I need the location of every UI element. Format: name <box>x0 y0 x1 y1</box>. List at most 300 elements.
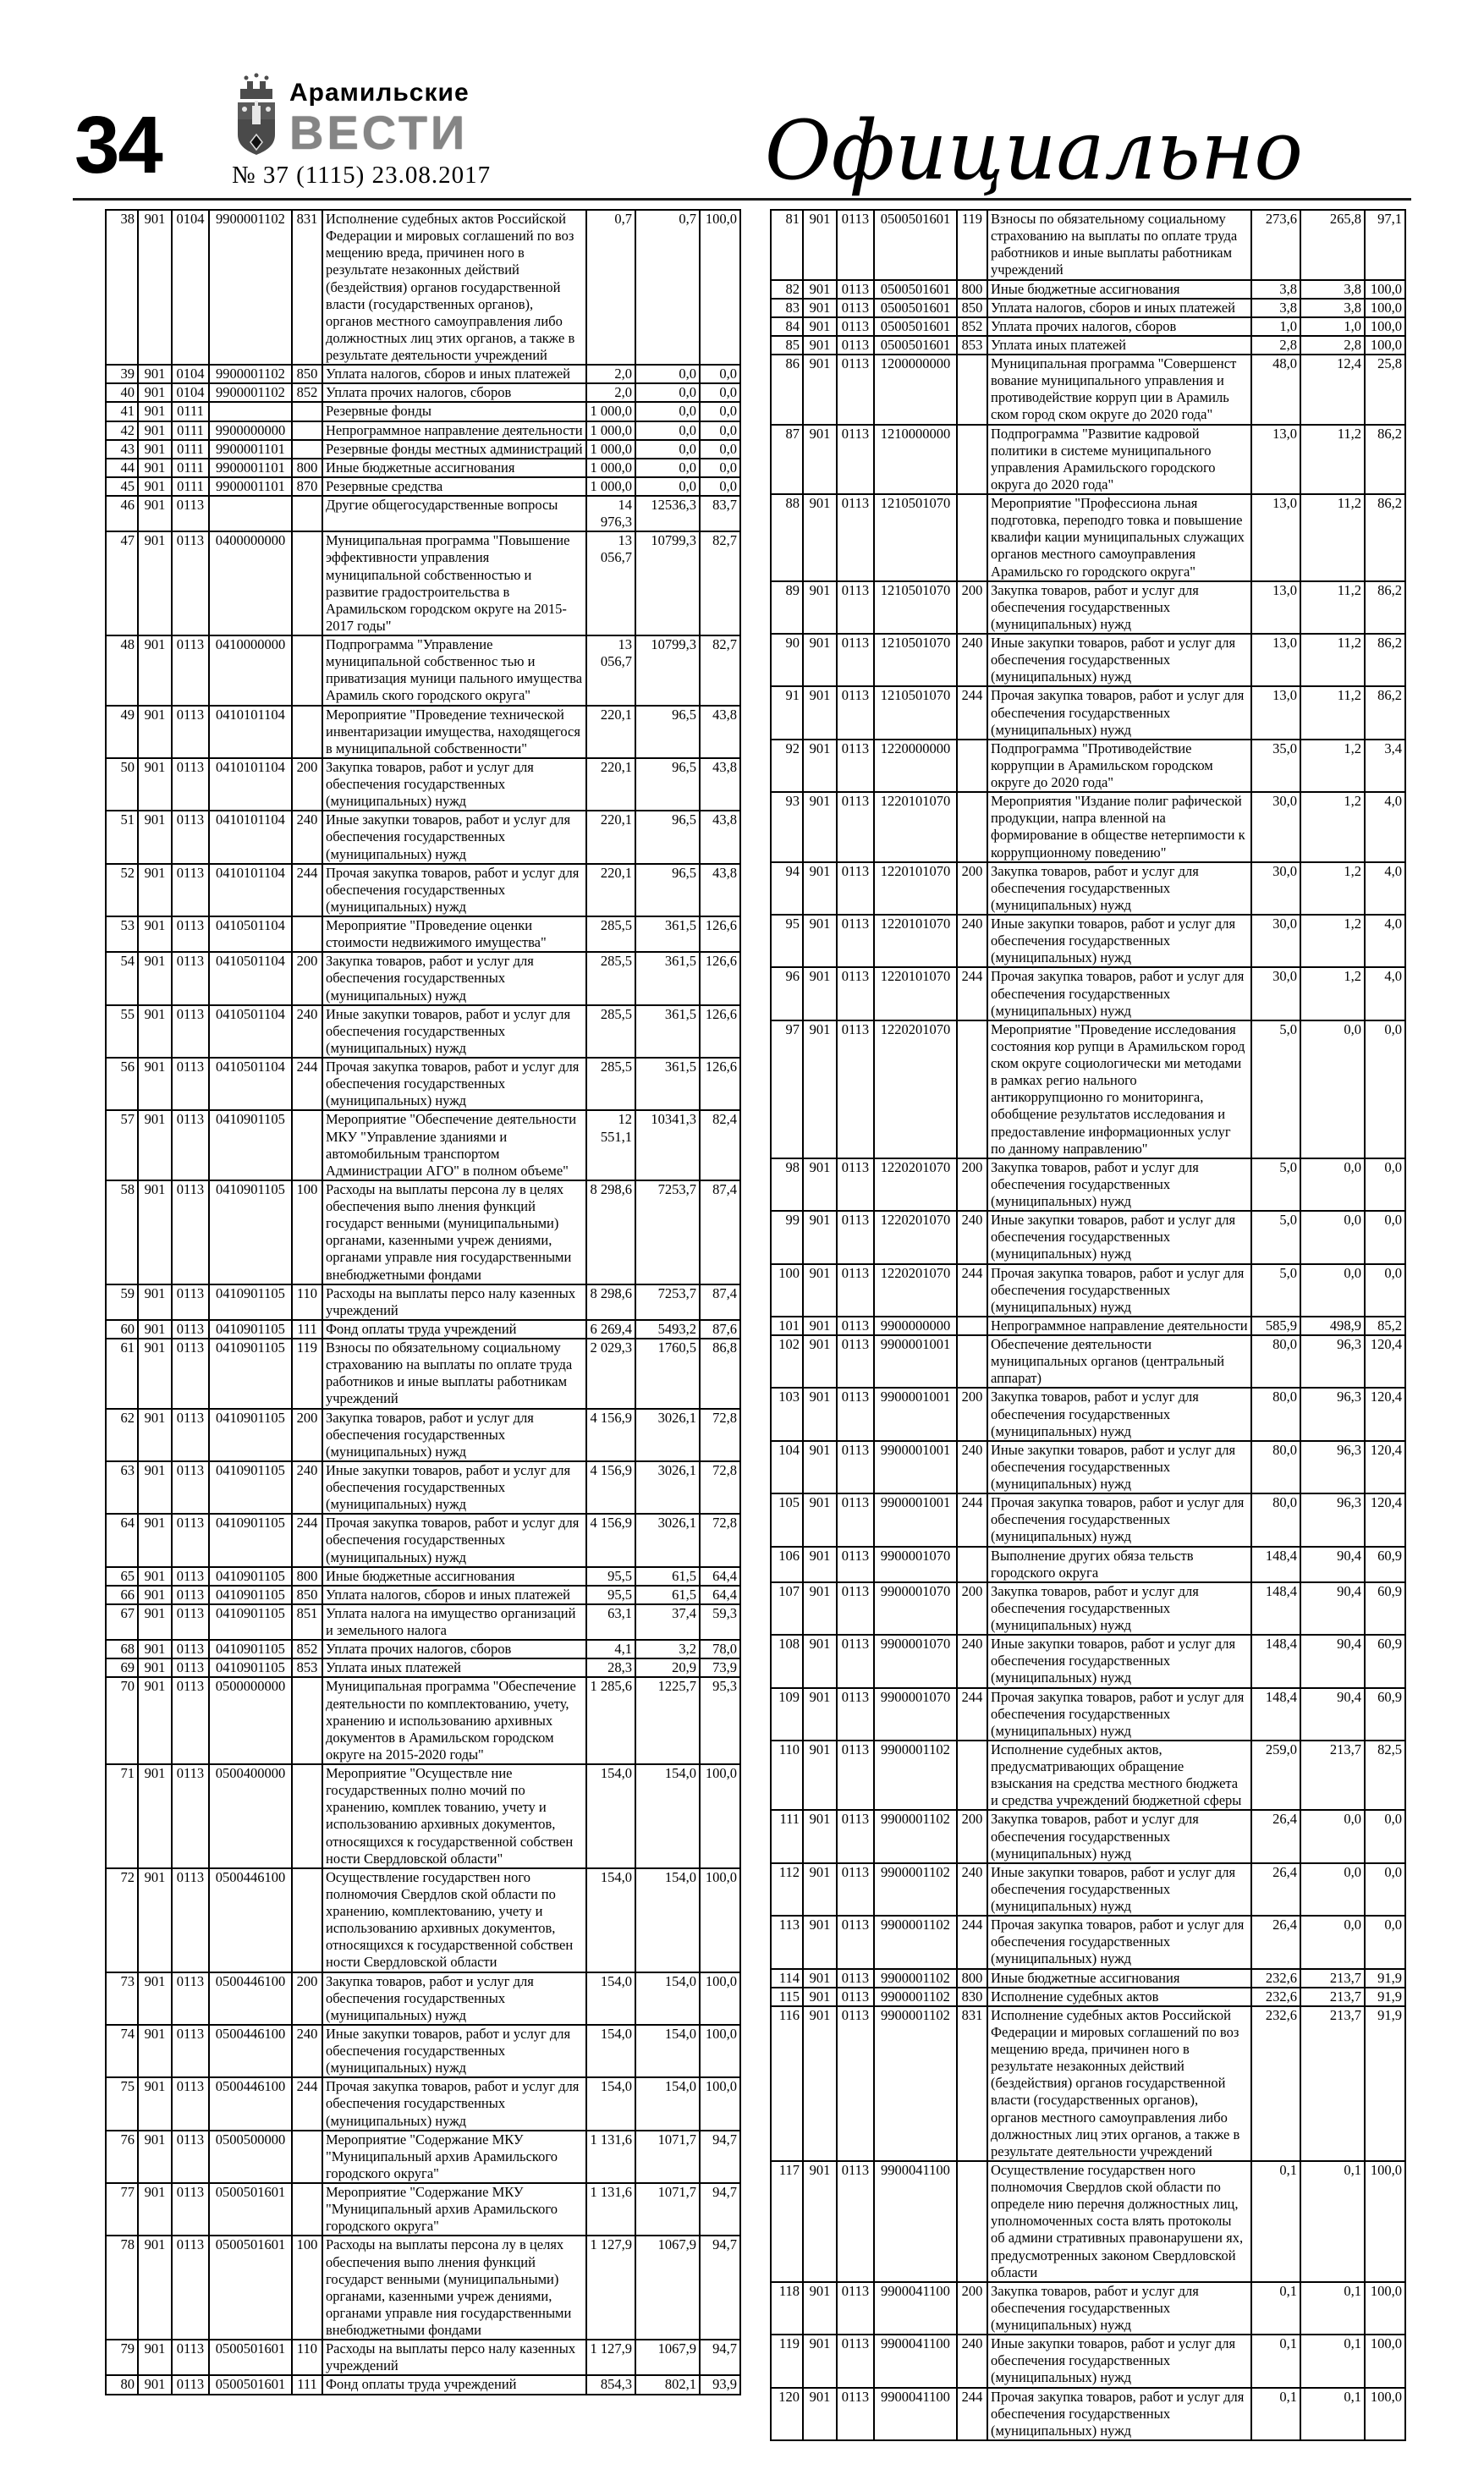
table-row <box>771 740 1405 792</box>
masthead-title: ВЕСТИ <box>289 106 469 159</box>
executed-value: 5493,2 <box>635 1320 700 1339</box>
row-number: 55 <box>106 1005 138 1058</box>
grbs-code: 901 <box>138 1567 172 1586</box>
row-number: 89 <box>771 581 803 634</box>
plan-value: 48,0 <box>1251 355 1300 425</box>
percent-value: 0,0 <box>1365 1158 1405 1211</box>
target-article-code: 9900001102 <box>874 1810 957 1862</box>
target-article-code: 9900001070 <box>874 1547 957 1582</box>
row-number: 79 <box>106 2340 138 2375</box>
table-row <box>771 2335 1405 2387</box>
table-row <box>106 1567 740 1586</box>
expense-name: Осуществление государствен ного полномочия Свердлов ской области по хранению, комплектованию, учету и использованию архивных документов, относящихся к государственной собствен ности Свердловской области <box>322 1868 586 1972</box>
section-code: 0111 <box>172 421 209 440</box>
expense-name: Мероприятие "Содержание МКУ "Муниципальный архив Арамильского городского округа" <box>322 2183 586 2236</box>
target-article-code: 1220201070 <box>874 1211 957 1263</box>
plan-value: 1 000,0 <box>586 477 635 496</box>
budget-table-right <box>770 209 1406 2441</box>
expense-type-code <box>292 421 322 440</box>
table-row <box>106 1972 740 2025</box>
percent-value: 91,9 <box>1365 1969 1405 1988</box>
target-article-code: 9900001102 <box>209 365 292 383</box>
percent-value: 64,4 <box>700 1586 740 1604</box>
plan-value: 0,1 <box>1251 2335 1300 2387</box>
target-article-code: 0500501601 <box>209 2236 292 2340</box>
executed-value: 61,5 <box>635 1567 700 1586</box>
expense-type-code: 244 <box>957 686 987 739</box>
plan-value: 0,7 <box>586 210 635 365</box>
plan-value: 154,0 <box>586 2025 635 2077</box>
grbs-code: 901 <box>803 1335 837 1388</box>
plan-value: 95,5 <box>586 1586 635 1604</box>
executed-value: 3,2 <box>635 1640 700 1658</box>
grbs-code: 901 <box>803 425 837 495</box>
section-code: 0113 <box>837 1810 874 1862</box>
plan-value: 259,0 <box>1251 1741 1300 1811</box>
percent-value: 43,8 <box>700 706 740 758</box>
section-code: 0104 <box>172 365 209 383</box>
percent-value: 100,0 <box>1365 2335 1405 2387</box>
percent-value: 43,8 <box>700 864 740 916</box>
section-code: 0113 <box>837 740 874 792</box>
row-number: 108 <box>771 1635 803 1687</box>
plan-value: 13,0 <box>1251 686 1300 739</box>
percent-value: 86,2 <box>1365 494 1405 581</box>
row-number: 109 <box>771 1688 803 1741</box>
table-row <box>771 792 1405 862</box>
expense-type-code: 800 <box>957 280 987 299</box>
percent-value: 43,8 <box>700 811 740 863</box>
table-row <box>106 1409 740 1461</box>
section-code: 0104 <box>172 383 209 402</box>
row-number: 112 <box>771 1863 803 1916</box>
section-code: 0113 <box>172 706 209 758</box>
percent-value: 86,2 <box>1365 425 1405 495</box>
percent-value: 64,4 <box>700 1567 740 1586</box>
row-number: 120 <box>771 2388 803 2440</box>
grbs-code: 901 <box>803 1493 837 1546</box>
table-row <box>106 1284 740 1320</box>
executed-value: 1,2 <box>1300 792 1365 862</box>
expense-name: Закупка товаров, работ и услуг для обеспечения государственных (муниципальных) нужд <box>987 2282 1251 2335</box>
target-article-code: 0410901105 <box>209 1339 292 1409</box>
table-row <box>106 365 740 383</box>
expense-type-code: 111 <box>292 2375 322 2394</box>
percent-value: 86,2 <box>1365 686 1405 739</box>
table-row <box>771 1988 1405 2006</box>
grbs-code: 901 <box>803 317 837 336</box>
plan-value: 80,0 <box>1251 1335 1300 1388</box>
row-number: 86 <box>771 355 803 425</box>
expense-type-code: 244 <box>957 1493 987 1546</box>
grbs-code: 901 <box>803 1158 837 1211</box>
expense-name: Другие общегосударственные вопросы <box>322 496 586 531</box>
section-code: 0113 <box>837 210 874 280</box>
percent-value: 4,0 <box>1365 915 1405 967</box>
expense-name: Уплата налога на имущество организаций и земельного налога <box>322 1604 586 1640</box>
target-article-code: 9900001102 <box>874 1741 957 1811</box>
expense-type-code: 831 <box>292 210 322 365</box>
section-code: 0113 <box>837 967 874 1020</box>
section-code: 0113 <box>837 792 874 862</box>
expense-name: Прочая закупка товаров, работ и услуг для обеспечения государственных (муниципальных) нужд <box>322 1058 586 1110</box>
percent-value: 25,8 <box>1365 355 1405 425</box>
executed-value: 0,1 <box>1300 2161 1365 2282</box>
percent-value: 94,7 <box>700 2183 740 2236</box>
expense-type-code: 200 <box>292 1972 322 2025</box>
expense-type-code: 200 <box>957 581 987 634</box>
row-number: 62 <box>106 1409 138 1461</box>
row-number: 76 <box>106 2131 138 2183</box>
masthead-name: Арамильские <box>289 79 470 107</box>
executed-value: 3026,1 <box>635 1461 700 1514</box>
executed-value: 1225,7 <box>635 1677 700 1764</box>
expense-name: Уплата налогов, сборов и иных платежей <box>322 365 586 383</box>
target-article-code: 9900001102 <box>874 1969 957 1988</box>
target-article-code: 0410901105 <box>209 1604 292 1640</box>
expense-type-code: 800 <box>957 1969 987 1988</box>
executed-value: 0,0 <box>1300 1158 1365 1211</box>
percent-value: 82,5 <box>1365 1741 1405 1811</box>
table-row <box>771 1211 1405 1263</box>
row-number: 63 <box>106 1461 138 1514</box>
executed-value: 0,0 <box>1300 1211 1365 1263</box>
grbs-code: 901 <box>138 2375 172 2394</box>
row-number: 75 <box>106 2077 138 2130</box>
table-row <box>106 459 740 477</box>
expense-type-code: 240 <box>292 2025 322 2077</box>
executed-value: 0,0 <box>1300 1916 1365 1968</box>
row-number: 67 <box>106 1604 138 1640</box>
percent-value: 86,8 <box>700 1339 740 1409</box>
expense-name: Закупка товаров, работ и услуг для обеспечения государственных (муниципальных) нужд <box>322 1972 586 2025</box>
expense-type-code: 244 <box>957 967 987 1020</box>
grbs-code: 901 <box>138 421 172 440</box>
expense-name: Иные закупки товаров, работ и услуг для обеспечения государственных (муниципальных) нужд <box>987 1211 1251 1263</box>
plan-value: 1 000,0 <box>586 421 635 440</box>
section-code: 0104 <box>172 210 209 365</box>
section-code: 0113 <box>172 2375 209 2394</box>
table-row <box>106 2131 740 2183</box>
expense-name: Прочая закупка товаров, работ и услуг для обеспечения государственных (муниципальных) нужд <box>322 864 586 916</box>
plan-value: 5,0 <box>1251 1158 1300 1211</box>
target-article-code: 0500446100 <box>209 2077 292 2130</box>
target-article-code: 1200000000 <box>874 355 957 425</box>
table-row <box>106 1110 740 1180</box>
section-code: 0113 <box>172 916 209 952</box>
percent-value: 94,7 <box>700 2131 740 2183</box>
plan-value: 13,0 <box>1251 581 1300 634</box>
executed-value: 0,0 <box>635 459 700 477</box>
table-row <box>106 1005 740 1058</box>
expense-name: Фонд оплаты труда учреждений <box>322 2375 586 2394</box>
expense-name: Мероприятия "Издание полиг рафической продукции, напра вленной на формирование в обществе нетерпимости к коррупционному поведению" <box>987 792 1251 862</box>
section-code: 0113 <box>837 1158 874 1211</box>
row-number: 57 <box>106 1110 138 1180</box>
row-number: 41 <box>106 402 138 421</box>
table-row <box>771 686 1405 739</box>
section-code: 0113 <box>837 1582 874 1635</box>
section-code: 0113 <box>172 1461 209 1514</box>
target-article-code: 9900001001 <box>874 1493 957 1546</box>
grbs-code: 901 <box>138 1320 172 1339</box>
row-number: 61 <box>106 1339 138 1409</box>
expense-type-code: 110 <box>292 2340 322 2375</box>
plan-value: 3,8 <box>1251 299 1300 317</box>
target-article-code: 0410501104 <box>209 1058 292 1110</box>
plan-value: 4,1 <box>586 1640 635 1658</box>
target-article-code: 0410901105 <box>209 1586 292 1604</box>
expense-name: Мероприятие "Профессиона льная подготовка, переподго товка и повышение квалифи кации муниципальных служащих органов местного самоуправления Арамильско го городского округа" <box>987 494 1251 581</box>
expense-type-code: 240 <box>957 1863 987 1916</box>
section-code: 0113 <box>837 581 874 634</box>
grbs-code: 901 <box>803 1441 837 1493</box>
row-number: 82 <box>771 280 803 299</box>
percent-value: 72,8 <box>700 1461 740 1514</box>
expense-name: Мероприятие "Проведение технической инвентаризации имущества, находящегося в муниципальной собственности" <box>322 706 586 758</box>
expense-type-code <box>957 1335 987 1388</box>
section-code: 0113 <box>837 336 874 355</box>
grbs-code: 901 <box>803 2282 837 2335</box>
expense-type-code: 850 <box>957 299 987 317</box>
section-code: 0113 <box>172 1764 209 1868</box>
grbs-code: 901 <box>138 1658 172 1677</box>
grbs-code: 901 <box>138 1586 172 1604</box>
target-article-code: 9900001001 <box>874 1388 957 1440</box>
table-row <box>106 2077 740 2130</box>
section-code: 0113 <box>837 2335 874 2387</box>
section-code: 0113 <box>172 1604 209 1640</box>
target-article-code: 1210501070 <box>874 494 957 581</box>
section-code: 0113 <box>837 1020 874 1158</box>
expense-name: Иные закупки товаров, работ и услуг для обеспечения государственных (муниципальных) нужд <box>322 2025 586 2077</box>
section-code: 0113 <box>172 758 209 811</box>
plan-value: 2,0 <box>586 383 635 402</box>
section-code: 0113 <box>837 1969 874 1988</box>
row-number: 104 <box>771 1441 803 1493</box>
percent-value: 93,9 <box>700 2375 740 2394</box>
section-code: 0113 <box>837 1388 874 1440</box>
table-row <box>771 915 1405 967</box>
section-code: 0113 <box>172 1868 209 1972</box>
row-number: 47 <box>106 531 138 635</box>
expense-name: Прочая закупка товаров, работ и услуг для обеспечения государственных (муниципальных) нужд <box>987 1264 1251 1317</box>
expense-type-code: 852 <box>957 317 987 336</box>
expense-name: Уплата прочих налогов, сборов <box>322 1640 586 1658</box>
target-article-code: 0400000000 <box>209 531 292 635</box>
executed-value: 12,4 <box>1300 355 1365 425</box>
target-article-code: 0410901105 <box>209 1180 292 1284</box>
row-number: 85 <box>771 336 803 355</box>
target-article-code: 0410901105 <box>209 1320 292 1339</box>
plan-value: 1 285,6 <box>586 1677 635 1764</box>
table-columns <box>0 201 1484 2475</box>
executed-value: 361,5 <box>635 1005 700 1058</box>
row-number: 94 <box>771 862 803 915</box>
grbs-code: 901 <box>803 1810 837 1862</box>
section-code: 0113 <box>837 2388 874 2440</box>
executed-value: 90,4 <box>1300 1582 1365 1635</box>
percent-value: 87,4 <box>700 1180 740 1284</box>
expense-type-code <box>292 2131 322 2183</box>
grbs-code: 901 <box>138 1868 172 1972</box>
plan-value: 30,0 <box>1251 915 1300 967</box>
expense-name: Уплата иных платежей <box>987 336 1251 355</box>
expense-name: Уплата иных платежей <box>322 1658 586 1677</box>
table-row <box>771 280 1405 299</box>
executed-value: 802,1 <box>635 2375 700 2394</box>
section-code: 0113 <box>837 1264 874 1317</box>
row-number: 80 <box>106 2375 138 2394</box>
row-number: 66 <box>106 1586 138 1604</box>
section-code: 0113 <box>172 2131 209 2183</box>
row-number: 74 <box>106 2025 138 2077</box>
grbs-code: 901 <box>138 2077 172 2130</box>
executed-value: 96,3 <box>1300 1441 1365 1493</box>
plan-value: 0,1 <box>1251 2282 1300 2335</box>
grbs-code: 901 <box>138 1110 172 1180</box>
grbs-code: 901 <box>138 1005 172 1058</box>
row-number: 115 <box>771 1988 803 2006</box>
row-number: 118 <box>771 2282 803 2335</box>
target-article-code: 1220201070 <box>874 1158 957 1211</box>
expense-name: Уплата налогов, сборов и иных платежей <box>322 1586 586 1604</box>
expense-name: Прочая закупка товаров, работ и услуг для обеспечения государственных (муниципальных) нужд <box>322 1514 586 1566</box>
section-code: 0113 <box>172 864 209 916</box>
plan-value: 1 127,9 <box>586 2236 635 2340</box>
percent-value: 100,0 <box>1365 299 1405 317</box>
target-article-code: 0410901105 <box>209 1658 292 1677</box>
grbs-code: 901 <box>138 531 172 635</box>
table-row <box>106 1339 740 1409</box>
percent-value: 72,8 <box>700 1514 740 1566</box>
target-article-code: 9900000000 <box>874 1317 957 1335</box>
target-article-code <box>209 402 292 421</box>
grbs-code: 901 <box>803 792 837 862</box>
table-row <box>106 1764 740 1868</box>
grbs-code: 901 <box>803 280 837 299</box>
table-row <box>106 1604 740 1640</box>
plan-value: 14 976,3 <box>586 496 635 531</box>
executed-value: 361,5 <box>635 952 700 1004</box>
target-article-code: 0410901105 <box>209 1409 292 1461</box>
table-row <box>106 952 740 1004</box>
target-article-code: 0500500000 <box>209 2131 292 2183</box>
expense-type-code: 852 <box>292 383 322 402</box>
expense-type-code: 244 <box>957 1264 987 1317</box>
grbs-code: 901 <box>138 1972 172 2025</box>
section-code: 0113 <box>172 1972 209 2025</box>
grbs-code: 901 <box>138 1640 172 1658</box>
table-row <box>771 1335 1405 1388</box>
executed-value: 11,2 <box>1300 686 1365 739</box>
executed-value: 0,0 <box>1300 1264 1365 1317</box>
expense-name: Иные закупки товаров, работ и услуг для обеспечения государственных (муниципальных) нужд <box>987 634 1251 686</box>
executed-value: 10799,3 <box>635 531 700 635</box>
expense-name: Закупка товаров, работ и услуг для обеспечения государственных (муниципальных) нужд <box>987 1158 1251 1211</box>
executed-value: 7253,7 <box>635 1180 700 1284</box>
table-row <box>106 421 740 440</box>
plan-value: 2,0 <box>586 365 635 383</box>
percent-value: 91,9 <box>1365 2006 1405 2161</box>
expense-name: Иные бюджетные ассигнования <box>322 1567 586 1586</box>
executed-value: 0,0 <box>1300 1863 1365 1916</box>
expense-name: Прочая закупка товаров, работ и услуг для обеспечения государственных (муниципальных) нужд <box>987 2388 1251 2440</box>
table-row <box>771 1810 1405 1862</box>
percent-value: 100,0 <box>1365 280 1405 299</box>
percent-value: 100,0 <box>1365 336 1405 355</box>
section-code: 0113 <box>837 634 874 686</box>
row-number: 98 <box>771 1158 803 1211</box>
percent-value: 85,2 <box>1365 1317 1405 1335</box>
executed-value: 0,7 <box>635 210 700 365</box>
expense-type-code <box>292 635 322 706</box>
executed-value: 10341,3 <box>635 1110 700 1180</box>
expense-name: Муниципальная программа "Обеспечение деятельности по комплектованию, учету, хранению и использованию архивных документов в Арамильском городском округе на 2015-2020 годы" <box>322 1677 586 1764</box>
expense-name: Расходы на выплаты персона лу в целях обеспечения выпо лнения функций государст венными (муниципальными) органами, казенными учреж дениями, органами управле ния государственными внебюджетными фондами <box>322 1180 586 1284</box>
grbs-code: 901 <box>138 1284 172 1320</box>
plan-value: 232,6 <box>1251 2006 1300 2161</box>
grbs-code: 901 <box>803 1688 837 1741</box>
coat-of-arms-icon <box>232 70 281 157</box>
section-code: 0113 <box>172 1640 209 1658</box>
row-number: 78 <box>106 2236 138 2340</box>
grbs-code: 901 <box>138 864 172 916</box>
row-number: 91 <box>771 686 803 739</box>
grbs-code: 901 <box>138 2131 172 2183</box>
row-number: 99 <box>771 1211 803 1263</box>
section-code: 0113 <box>172 1409 209 1461</box>
plan-value: 13,0 <box>1251 494 1300 581</box>
percent-value: 100,0 <box>700 1868 740 1972</box>
expense-type-code <box>957 494 987 581</box>
row-number: 77 <box>106 2183 138 2236</box>
percent-value: 100,0 <box>700 1764 740 1868</box>
expense-type-code <box>292 402 322 421</box>
plan-value: 13,0 <box>1251 425 1300 495</box>
percent-value: 60,9 <box>1365 1582 1405 1635</box>
plan-value: 1 131,6 <box>586 2183 635 2236</box>
table-row <box>106 916 740 952</box>
row-number: 52 <box>106 864 138 916</box>
expense-type-code: 200 <box>957 1158 987 1211</box>
table-row <box>106 1180 740 1284</box>
expense-type-code: 831 <box>957 2006 987 2161</box>
grbs-code: 901 <box>803 1741 837 1811</box>
section-code: 0113 <box>837 686 874 739</box>
expense-type-code: 110 <box>292 1284 322 1320</box>
target-article-code: 1220101070 <box>874 862 957 915</box>
expense-name: Закупка товаров, работ и услуг для обеспечения государственных (муниципальных) нужд <box>987 581 1251 634</box>
executed-value: 0,0 <box>635 402 700 421</box>
expense-name: Иные бюджетные ассигнования <box>322 459 586 477</box>
grbs-code: 901 <box>803 634 837 686</box>
executed-value: 96,3 <box>1300 1493 1365 1546</box>
percent-value: 72,8 <box>700 1409 740 1461</box>
target-article-code: 9900041100 <box>874 2388 957 2440</box>
plan-value: 2 029,3 <box>586 1339 635 1409</box>
executed-value: 1,0 <box>1300 317 1365 336</box>
section-code: 0113 <box>172 1567 209 1586</box>
section-code: 0113 <box>172 811 209 863</box>
expense-name: Резервные средства <box>322 477 586 496</box>
target-article-code: 9900001101 <box>209 459 292 477</box>
row-number: 117 <box>771 2161 803 2282</box>
executed-value: 0,0 <box>635 421 700 440</box>
expense-type-code <box>292 1868 322 1972</box>
grbs-code: 901 <box>138 2025 172 2077</box>
expense-type-code <box>957 355 987 425</box>
